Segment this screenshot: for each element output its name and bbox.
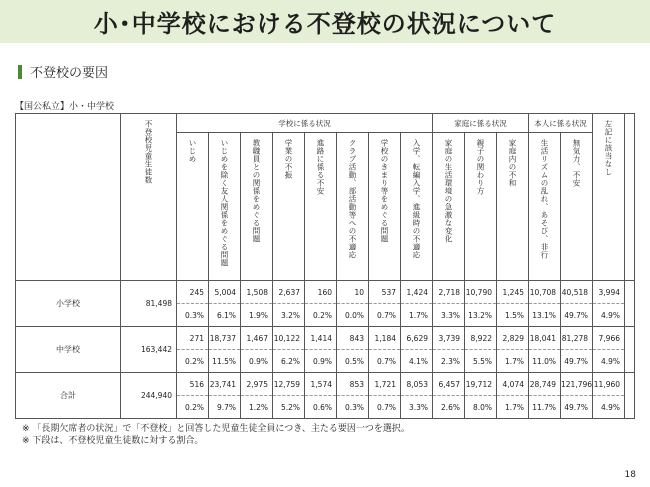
ratio-cell: 3.3%	[401, 396, 433, 419]
header-col-academic: 学業の不振	[273, 133, 305, 281]
header-col-bullying: いじめ	[177, 133, 209, 281]
table-row	[16, 281, 635, 304]
ratio-cell: 0.7%	[369, 396, 401, 419]
count-cell: 4,074	[497, 373, 529, 396]
count-cell: 40,518	[561, 281, 593, 304]
ratio-cell: 3.2%	[273, 304, 305, 327]
count-cell: 1,508	[241, 281, 273, 304]
count-cell: 853	[337, 373, 369, 396]
count-cell: 3,994	[593, 281, 625, 304]
table-row	[16, 373, 635, 396]
count-cell: 843	[337, 327, 369, 350]
ratio-cell: 0.2%	[305, 304, 337, 327]
ratio-cell: 2.6%	[433, 396, 465, 419]
count-cell: 1,467	[241, 327, 273, 350]
header-col-home-change: 家庭の生活環境の急激な変化	[433, 133, 465, 281]
count-cell: 2,829	[497, 327, 529, 350]
count-cell: 516	[177, 373, 209, 396]
spacer-cell	[625, 327, 635, 373]
count-cell: 28,749	[529, 373, 561, 396]
row-label: 合計	[16, 373, 121, 419]
group-family: 家庭に係る状況	[433, 114, 529, 133]
ratio-cell: 11.7%	[529, 396, 561, 419]
ratio-cell: 0.5%	[337, 350, 369, 373]
reasons-table	[15, 113, 635, 419]
table-body	[16, 281, 635, 419]
header-col-career: 進路に係る不安	[305, 133, 337, 281]
ratio-cell: 4.9%	[593, 396, 625, 419]
ratio-cell: 0.7%	[369, 304, 401, 327]
count-cell: 10,790	[465, 281, 497, 304]
count-cell: 271	[177, 327, 209, 350]
ratio-cell: 0.3%	[177, 304, 209, 327]
ratio-cell: 0.6%	[305, 396, 337, 419]
ratio-cell: 13.1%	[529, 304, 561, 327]
scope-label: 【国公私立】小・中学校	[15, 102, 115, 112]
header-col-club: クラブ活動、部活動等への不適応	[337, 133, 369, 281]
ratio-cell: 49.7%	[561, 304, 593, 327]
group-school: 学校に係る状況	[177, 114, 433, 133]
count-cell: 2,718	[433, 281, 465, 304]
spacer-cell	[625, 373, 635, 419]
header-col-teacher: 教職員との関係をめぐる問題	[241, 133, 273, 281]
count-cell: 12,759	[273, 373, 305, 396]
ratio-cell: 1.2%	[241, 396, 273, 419]
count-cell: 1,574	[305, 373, 337, 396]
count-cell: 23,741	[209, 373, 241, 396]
ratio-cell: 4.1%	[401, 350, 433, 373]
ratio-cell: 11.0%	[529, 350, 561, 373]
count-cell: 1,245	[497, 281, 529, 304]
section-marker	[18, 65, 22, 79]
ratio-cell: 4.9%	[593, 350, 625, 373]
count-cell: 11,960	[593, 373, 625, 396]
header-col-rules: 学校のきまり等をめぐる問題	[369, 133, 401, 281]
header-col-friendship: いじめを除く友人関係をめぐる問題	[209, 133, 241, 281]
footnote: ※ 「長期欠席者の状況」で「不登校」と回答した児童生徒全員につき、主たる要因一つを選択。	[22, 424, 410, 434]
count-cell: 8,922	[465, 327, 497, 350]
count-cell: 6,457	[433, 373, 465, 396]
count-cell: 1,414	[305, 327, 337, 350]
row-total: 81,498	[121, 281, 177, 327]
count-cell: 2,637	[273, 281, 305, 304]
ratio-cell: 49.7%	[561, 350, 593, 373]
count-cell: 1,184	[369, 327, 401, 350]
count-cell: 245	[177, 281, 209, 304]
header-col-transition: 入学、転編入学、進級時の不適応	[401, 133, 433, 281]
count-cell: 10,122	[273, 327, 305, 350]
count-cell: 3,739	[433, 327, 465, 350]
group-self: 本人に係る状況	[529, 114, 593, 133]
section-heading-text: 不登校の要因	[30, 66, 109, 81]
ratio-cell: 2.3%	[433, 350, 465, 373]
ratio-cell: 6.2%	[273, 350, 305, 373]
count-cell: 121,796	[561, 373, 593, 396]
title-bar	[0, 0, 650, 43]
count-cell: 1,424	[401, 281, 433, 304]
ratio-cell: 0.9%	[305, 350, 337, 373]
count-cell: 10	[337, 281, 369, 304]
ratio-cell: 6.1%	[209, 304, 241, 327]
count-cell: 2,975	[241, 373, 273, 396]
count-cell: 81,278	[561, 327, 593, 350]
header-col-parenting: 親子の関わり方	[465, 133, 497, 281]
count-cell: 19,712	[465, 373, 497, 396]
header-col-apathy: 無気力、不安	[561, 133, 593, 281]
corner-cell	[16, 114, 121, 281]
count-cell: 10,708	[529, 281, 561, 304]
ratio-cell: 13.2%	[465, 304, 497, 327]
footnotes	[22, 423, 410, 447]
spacer-cell	[625, 281, 635, 327]
ratio-cell: 1.5%	[497, 304, 529, 327]
count-cell: 1,721	[369, 373, 401, 396]
ratio-cell: 0.0%	[337, 304, 369, 327]
ratio-cell: 1.7%	[401, 304, 433, 327]
ratio-cell: 0.2%	[177, 350, 209, 373]
ratio-cell: 1.9%	[241, 304, 273, 327]
count-cell: 18,737	[209, 327, 241, 350]
spacer-header	[625, 114, 635, 281]
section-heading	[18, 62, 108, 81]
ratio-cell: 1.7%	[497, 396, 529, 419]
ratio-cell: 0.3%	[337, 396, 369, 419]
header-col-home-discord: 家庭内の不和	[497, 133, 529, 281]
table-row	[16, 327, 635, 350]
ratio-cell: 3.3%	[433, 304, 465, 327]
count-cell: 6,629	[401, 327, 433, 350]
ratio-cell: 0.2%	[177, 396, 209, 419]
row-label: 小学校	[16, 281, 121, 327]
ratio-cell: 8.0%	[465, 396, 497, 419]
ratio-cell: 49.7%	[561, 396, 593, 419]
ratio-cell: 0.9%	[241, 350, 273, 373]
ratio-cell: 5.5%	[465, 350, 497, 373]
count-cell: 537	[369, 281, 401, 304]
row-total: 244,940	[121, 373, 177, 419]
count-cell: 160	[305, 281, 337, 304]
count-cell: 8,053	[401, 373, 433, 396]
ratio-cell: 4.9%	[593, 304, 625, 327]
count-cell: 18,041	[529, 327, 561, 350]
ratio-cell: 0.7%	[369, 350, 401, 373]
header-col-lifestyle: 生活リズムの乱れ、あそび、非行	[529, 133, 561, 281]
ratio-cell: 11.5%	[209, 350, 241, 373]
footnote: ※ 下段は、不登校児童生徒数に対する割合。	[22, 436, 204, 446]
count-cell: 7,966	[593, 327, 625, 350]
page-title: 小･中学校における不登校の状況について	[93, 10, 557, 38]
row-total: 163,442	[121, 327, 177, 373]
page-number: 18	[624, 470, 636, 480]
header-col-none: 左記に該当なし	[593, 114, 625, 281]
ratio-cell: 1.7%	[497, 350, 529, 373]
ratio-cell: 9.7%	[209, 396, 241, 419]
ratio-cell: 5.2%	[273, 396, 305, 419]
header-total: 不登校児童生徒数	[121, 114, 177, 281]
row-label: 中学校	[16, 327, 121, 373]
count-cell: 5,004	[209, 281, 241, 304]
